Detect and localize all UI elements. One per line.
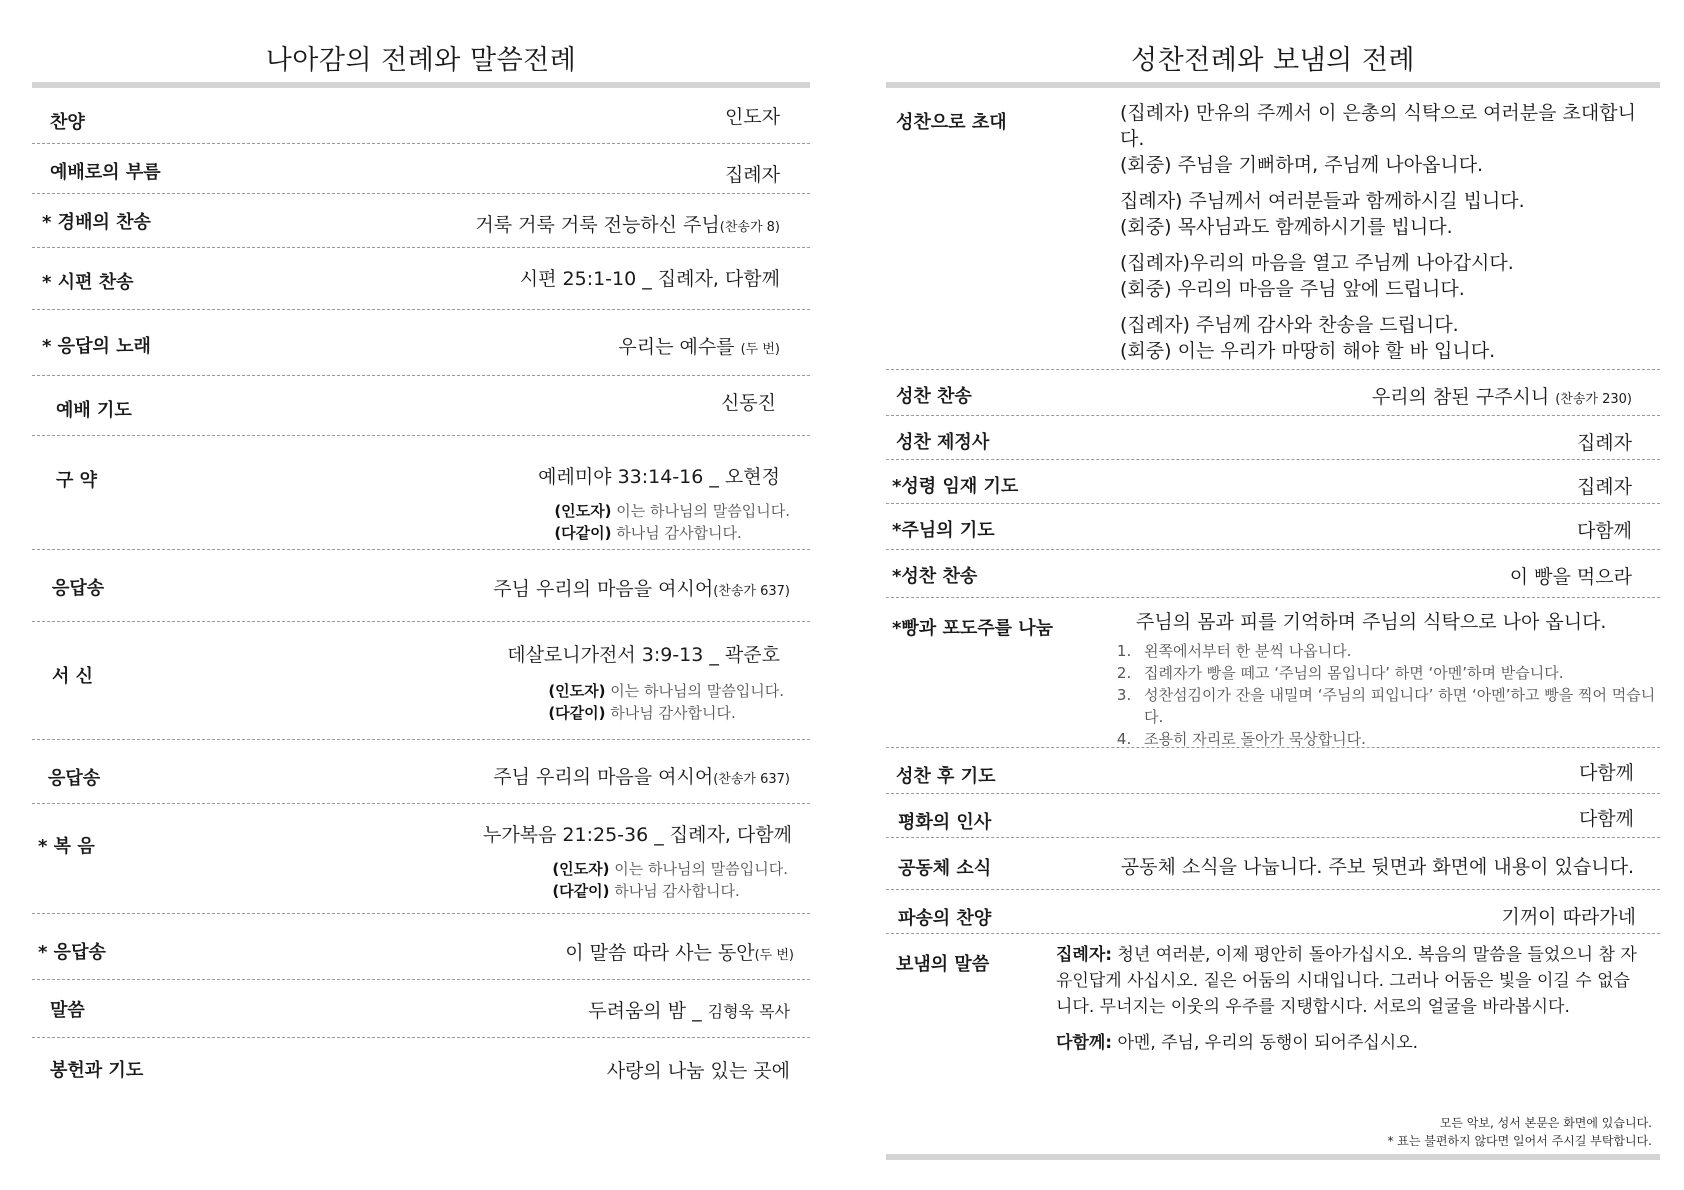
item-label: 성찬 제정사 <box>896 432 990 453</box>
preacher-name: 김형욱 목사 <box>707 1002 790 1021</box>
item-value: 거룩 거룩 거룩 전능하신 주님 <box>475 214 720 236</box>
item-value: 주님 우리의 마음을 여시어 <box>493 766 714 788</box>
item-value: 집례자 <box>724 164 780 186</box>
item-label: 성찬 후 기도 <box>896 766 996 787</box>
dialogue-pair <box>1120 250 1660 302</box>
invitation-dialogue <box>1120 100 1660 364</box>
order-item-sermon <box>32 980 810 1038</box>
dialogue-line: (집례자) 만유의 주께서 이 은총의 식탁으로 여러분을 초대합니다. <box>1120 102 1636 150</box>
item-value: 인도자 <box>724 106 780 128</box>
footnote: 모든 악보, 성서 본문은 화면에 있습니다. <box>1439 1116 1652 1130</box>
order-item-response-song-3 <box>32 740 810 804</box>
item-label: 말씀 <box>50 1000 85 1021</box>
item-label: 응답송 <box>52 578 105 599</box>
item-value: 우리는 예수를 <box>618 336 741 358</box>
order-item-old-testament <box>32 436 810 550</box>
response-role: (인도자) <box>548 682 606 700</box>
sharing-lead: 주님의 몸과 피를 기억하며 주님의 식탁으로 나아 옵니다. <box>1136 611 1607 633</box>
item-label: *성령 임재 기도 <box>892 476 1019 497</box>
left-column <box>32 0 810 1090</box>
item-label: *주님의 기도 <box>892 520 995 541</box>
item-label: 공동체 소식 <box>898 858 992 879</box>
sending-paragraph <box>1056 942 1640 1020</box>
item-value: 공동체 소식을 나눕니다. 주보 뒷면과 화면에 내용이 있습니다. <box>1120 856 1634 878</box>
footnote: * 표는 불편하지 않다면 일어서 주시길 부탁합니다. <box>1387 1134 1652 1148</box>
item-value: 신동진 <box>720 392 776 414</box>
item-value: 우리의 참된 구주시니 <box>1371 386 1556 408</box>
sending-paragraph <box>1056 1030 1640 1056</box>
step-item: 3. 성찬섬김이가 잔을 내밀며 ‘주님의 피입니다’ 하면 ‘아멘’하고 빵을 찍어 먹습니다. <box>1136 684 1656 728</box>
item-label: 응답송 <box>48 768 101 789</box>
item-note: (두 번) <box>740 342 780 357</box>
response-lines <box>548 680 784 724</box>
item-label: 평화의 인사 <box>898 812 992 833</box>
item-label: *성찬 찬송 <box>892 566 978 587</box>
dialogue-pair <box>1120 188 1660 240</box>
dialogue-line: (집례자) 주님께 감사와 찬송을 드립니다. <box>1120 314 1459 336</box>
item-label: 보냄의 말씀 <box>896 954 990 975</box>
dialogue-line: (회중) 이는 우리가 마땅히 해야 할 바 입니다. <box>1120 340 1496 362</box>
dialogue-line: (집례자)우리의 마음을 열고 주님께 나아갑시다. <box>1120 252 1514 274</box>
item-value: 누가복음 21:25-36 _ 집례자, 다함께 <box>482 824 792 846</box>
item-label: 봉헌과 기도 <box>50 1060 144 1081</box>
item-note: (두 번) <box>754 948 794 963</box>
item-label: 구 약 <box>56 470 98 491</box>
order-item-response-song-2 <box>32 550 810 622</box>
order-item-praise <box>32 88 810 144</box>
dialogue-pair <box>1120 100 1660 178</box>
item-label: 성찬으로 초대 <box>896 112 1007 133</box>
response-role: (인도자) <box>554 502 612 520</box>
response-role: (다같이) <box>548 704 606 722</box>
order-item-call <box>32 144 810 194</box>
item-value: 다함께 <box>1578 808 1634 830</box>
response-text: 하나님 감사합니다. <box>616 524 742 542</box>
item-value: 다함께 <box>1576 520 1632 542</box>
item-note: (찬송가 637) <box>713 772 790 787</box>
response-role: (다같이) <box>552 882 610 900</box>
sending-role: 집례자: <box>1056 945 1113 965</box>
order-item-sharing <box>886 598 1660 748</box>
dialogue-line: (회중) 목사님과도 함께하시기를 빕니다. <box>1120 216 1453 238</box>
step-item: 4. 조용히 자리로 돌아가 묵상합니다. <box>1136 728 1656 750</box>
response-lines <box>554 500 790 544</box>
item-value: 집례자 <box>1576 476 1632 498</box>
order-item-communion-hymn <box>886 370 1660 416</box>
item-value: 사랑의 나눔 있는 곳에 <box>606 1060 790 1082</box>
sending-body: 아멘, 주님, 우리의 동행이 되어주십시오. <box>1112 1033 1419 1053</box>
sending-role: 다함께: <box>1056 1033 1113 1053</box>
response-role: (인도자) <box>552 860 610 878</box>
order-item-invitation <box>886 88 1660 370</box>
response-lines <box>552 858 788 902</box>
item-value: 집례자 <box>1576 432 1632 454</box>
order-item-post-prayer <box>886 748 1660 794</box>
bottom-rule <box>886 1154 1660 1160</box>
step-item: 1. 왼쪽에서부터 한 분씩 나옵니다. <box>1136 640 1656 662</box>
item-note: (찬송가 637) <box>713 584 790 599</box>
item-value: 시편 25:1-10 _ 집례자, 다함께 <box>519 268 780 290</box>
item-label: * 응답송 <box>38 942 106 963</box>
order-item-hymn <box>32 194 810 248</box>
item-label: *빵과 포도주를 나눔 <box>892 618 1054 639</box>
response-text: 하나님 감사합니다. <box>610 704 736 722</box>
order-item-sending-word <box>886 934 1660 1074</box>
sending-body: 청년 여러분, 이제 평안히 돌아가십시오. 복음의 말씀을 들었으니 참 자유인답게 사십시오. 짙은 어둠의 시대입니다. 그러나 어둠은 빛을 이길 수 없습니다. 무너지는 이웃의 우주를 지탱합시다. 서로의 얼굴을 바라봅시다. <box>1056 945 1637 1017</box>
item-label: * 경배의 찬송 <box>42 212 151 233</box>
order-item-institution <box>886 416 1660 460</box>
order-item-offering <box>32 1038 810 1090</box>
response-text: 이는 하나님의 말씀입니다. <box>616 502 790 520</box>
order-item-response-hymn <box>32 914 810 980</box>
dialogue-line: (회중) 우리의 마음을 주님 앞에 드립니다. <box>1120 278 1465 300</box>
dialogue-line: (회중) 주님을 기뻐하며, 주님께 나아옵니다. <box>1120 154 1484 176</box>
response-role: (다같이) <box>554 524 612 542</box>
sharing-steps <box>1108 640 1656 750</box>
order-item-epistle <box>32 622 810 740</box>
item-label: * 응답의 노래 <box>42 336 151 357</box>
dialogue-line: 집례자) 주님께서 여러분들과 함께하시길 빕니다. <box>1120 190 1525 212</box>
right-title: 성찬전례와 보냄의 전례 <box>1131 45 1415 76</box>
item-label: 서 신 <box>52 666 94 687</box>
item-value: 이 말씀 따라 사는 동안 <box>565 942 755 964</box>
item-value: 예레미야 33:14-16 _ 오현정 <box>538 466 780 488</box>
response-text: 하나님 감사합니다. <box>614 882 740 900</box>
item-label: 예배 기도 <box>56 400 132 421</box>
dialogue-pair <box>1120 312 1660 364</box>
order-item-gospel <box>32 804 810 914</box>
order-item-lords-prayer <box>886 504 1660 550</box>
item-label: 파송의 찬양 <box>898 908 992 929</box>
footnotes <box>1387 1114 1652 1150</box>
order-item-prayer <box>32 376 810 436</box>
order-item-epiclesis <box>886 460 1660 504</box>
left-title: 나아감의 전례와 말씀전례 <box>265 45 577 76</box>
item-value: 이 빵을 먹으라 <box>1509 566 1632 588</box>
item-label: * 복 음 <box>38 836 95 857</box>
item-note: (찬송가 8) <box>719 220 780 235</box>
order-item-sending-hymn <box>886 890 1660 934</box>
right-column <box>886 0 1660 1074</box>
response-text: 이는 하나님의 말씀입니다. <box>614 860 788 878</box>
item-value: 주님 우리의 마음을 여시어 <box>493 578 714 600</box>
order-item-communion-hymn-2 <box>886 550 1660 598</box>
item-value: 다함께 <box>1578 762 1634 784</box>
item-label: 성찬 찬송 <box>896 386 972 407</box>
item-label: 찬양 <box>50 112 85 133</box>
step-item: 2. 집례자가 빵을 떼고 ‘주님의 몸입니다’ 하면 ‘아멘’하며 받습니다. <box>1136 662 1656 684</box>
sending-text <box>1056 942 1640 1056</box>
item-value: 두려움의 밤 _ <box>588 1000 708 1022</box>
order-item-response-song <box>32 310 810 376</box>
item-value: 기꺼이 따라가네 <box>1501 906 1636 928</box>
item-note: (찬송가 230) <box>1555 392 1632 407</box>
item-label: * 시편 찬송 <box>42 272 134 293</box>
item-label: 예배로의 부름 <box>50 162 161 183</box>
order-item-announcements <box>886 838 1660 890</box>
order-item-psalm <box>32 248 810 310</box>
item-value: 데살로니가전서 3:9-13 _ 곽준호 <box>507 644 780 666</box>
order-item-peace <box>886 794 1660 838</box>
response-text: 이는 하나님의 말씀입니다. <box>610 682 784 700</box>
